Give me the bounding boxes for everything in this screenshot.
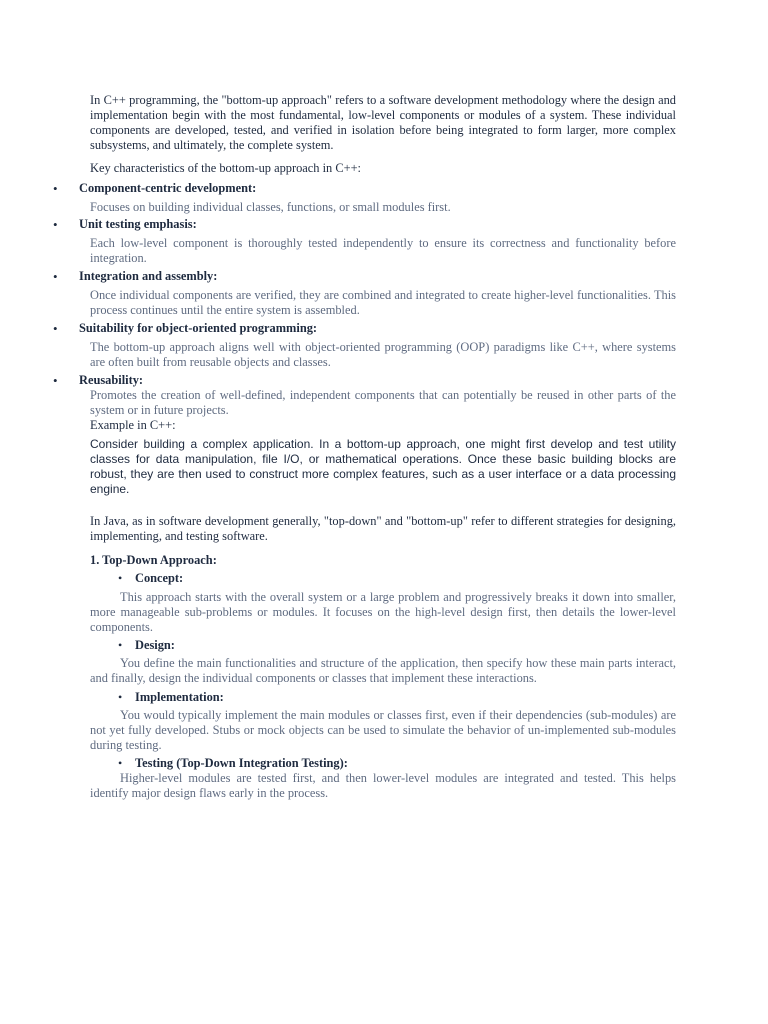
bullet-icon: • (53, 181, 58, 196)
list-item-text: Promotes the creation of well-defined, independent components that can potentially be reused in other parts of the system or in future projects. (90, 388, 676, 417)
cpp-intro-paragraph: In C++ programming, the "bottom-up approach" refers to a software development methodology where the design and implementation begin with the most fundamental, low-level components or modules of a system. These individual components are developed, tested, and verified in isolation before being integrated to form larger, more complex subsystems, and ultimately, the complete system. (90, 93, 676, 152)
bullet-icon: • (53, 321, 58, 336)
bullet-icon: • (118, 690, 123, 704)
list-item-text: Higher-level modules are tested first, and then lower-level modules are integrated and tested. This helps identify major design flaws early in the process. (90, 771, 676, 800)
java-intro-paragraph: In Java, as in software development generally, "top-down" and "bottom-up" refer to different strategies for designing, implementing, and testing software. (90, 514, 676, 543)
top-down-heading: 1. Top-Down Approach: (90, 553, 217, 567)
list-item-label: Reusability: (79, 373, 144, 387)
list-item-text: You would typically implement the main modules or classes first, even if their dependencies (sub-modules) are not yet fully developed. Stubs or mock objects can be used to simulate the behavior of un-implemented sub-modules during testing. (90, 708, 676, 752)
bullet-icon: • (53, 217, 58, 232)
bullet-icon: • (53, 269, 58, 284)
list-item-text: This approach starts with the overall system or a large problem and progressively breaks it down into smaller, more manageable sub-problems or modules. It focuses on the high-level design first, then details the lower-level components. (90, 590, 676, 634)
list-item-text: The bottom-up approach aligns well with object-oriented programming (OOP) paradigms like C++, where systems are often built from reusable objects and classes. (90, 340, 676, 369)
list-item-text: Once individual components are verified, they are combined and integrated to create higher-level functionalities. This process continues until the entire system is assembled. (90, 288, 676, 317)
list-item-text: You define the main functionalities and structure of the application, then specify how these main parts interact, and finally, design the individual components or classes that implement these interactions. (90, 656, 676, 685)
list-item-label: Component-centric development: (79, 181, 257, 195)
example-paragraph: Consider building a complex application. In a bottom-up approach, one might first develop and test utility classes for data manipulation, file I/O, or mathematical operations. Once these basic building blocks are robust, they are then used to construct more complex features, such as a user interface or a data processing engine. (90, 437, 676, 496)
list-item-label: Testing (Top-Down Integration Testing): (135, 756, 348, 770)
bullet-icon: • (118, 571, 123, 585)
list-item-text: Each low-level component is thoroughly tested independently to ensure its correctness and functionality before integration. (90, 236, 676, 265)
list-item-label: Unit testing emphasis: (79, 217, 197, 231)
key-characteristics-heading: Key characteristics of the bottom-up approach in C++: (90, 161, 361, 175)
list-item-label: Implementation: (135, 690, 224, 704)
list-item-label: Suitability for object-oriented programming: (79, 321, 318, 335)
bullet-icon: • (118, 756, 123, 770)
list-item-label: Design: (135, 638, 175, 652)
list-item-label: Concept: (135, 571, 184, 585)
bullet-icon: • (53, 373, 58, 388)
bullet-icon: • (118, 638, 123, 652)
list-item-label: Integration and assembly: (79, 269, 218, 283)
list-item-text: Focuses on building individual classes, functions, or small modules first. (90, 200, 451, 214)
example-heading: Example in C++: (90, 418, 176, 432)
